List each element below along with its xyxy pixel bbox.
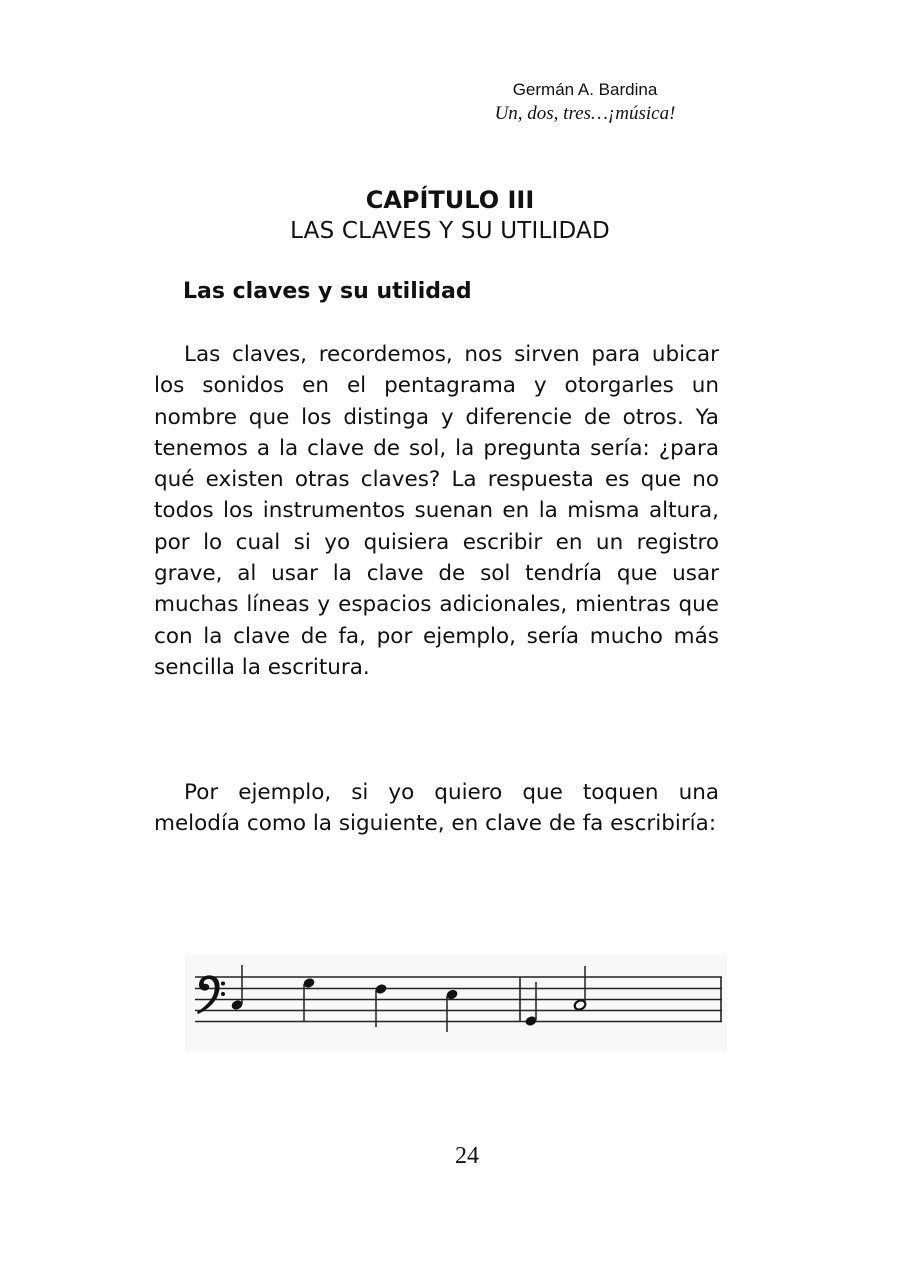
page-number: 24 bbox=[455, 1143, 479, 1169]
section-heading: Las claves y su utilidad bbox=[183, 279, 472, 304]
body-paragraph: Las claves, recordemos, nos sirven para ubicar los sonidos en el pentagrama y otorgarles un nombre que los distinga y diferencie de otros. Ya tenemos a la clave de sol, la pregunta sería: ¿para qué existen otras claves? La respuesta es que no todos los instrumentos suenan en la misma altura, por lo cual si yo quisiera escribir en un registro grave, al usar la clave de sol tendría que usar muchas líneas y espacios adicionales, mientras que con la clave de fa, por ejemplo, sería mucho más sencilla la escritura. bbox=[154, 342, 719, 680]
quarter-note bbox=[374, 983, 388, 1027]
book-title: Un, dos, tres…¡música! bbox=[494, 103, 676, 124]
running-head bbox=[440, 78, 730, 126]
chapter-title: LAS CLAVES Y SU UTILIDAD bbox=[290, 218, 610, 244]
bass-clef-staff bbox=[185, 955, 727, 1051]
body-paragraph: Por ejemplo, si yo quiero que toquen una melodía como la siguiente, en clave de fa escribiría: bbox=[154, 780, 719, 837]
chapter-number: CAPÍTULO III bbox=[365, 186, 535, 214]
music-staff-example bbox=[185, 955, 727, 1051]
chapter-heading bbox=[150, 184, 750, 246]
bass-clef-icon bbox=[197, 975, 225, 1014]
author-name: Germán A. Bardina bbox=[512, 80, 658, 99]
